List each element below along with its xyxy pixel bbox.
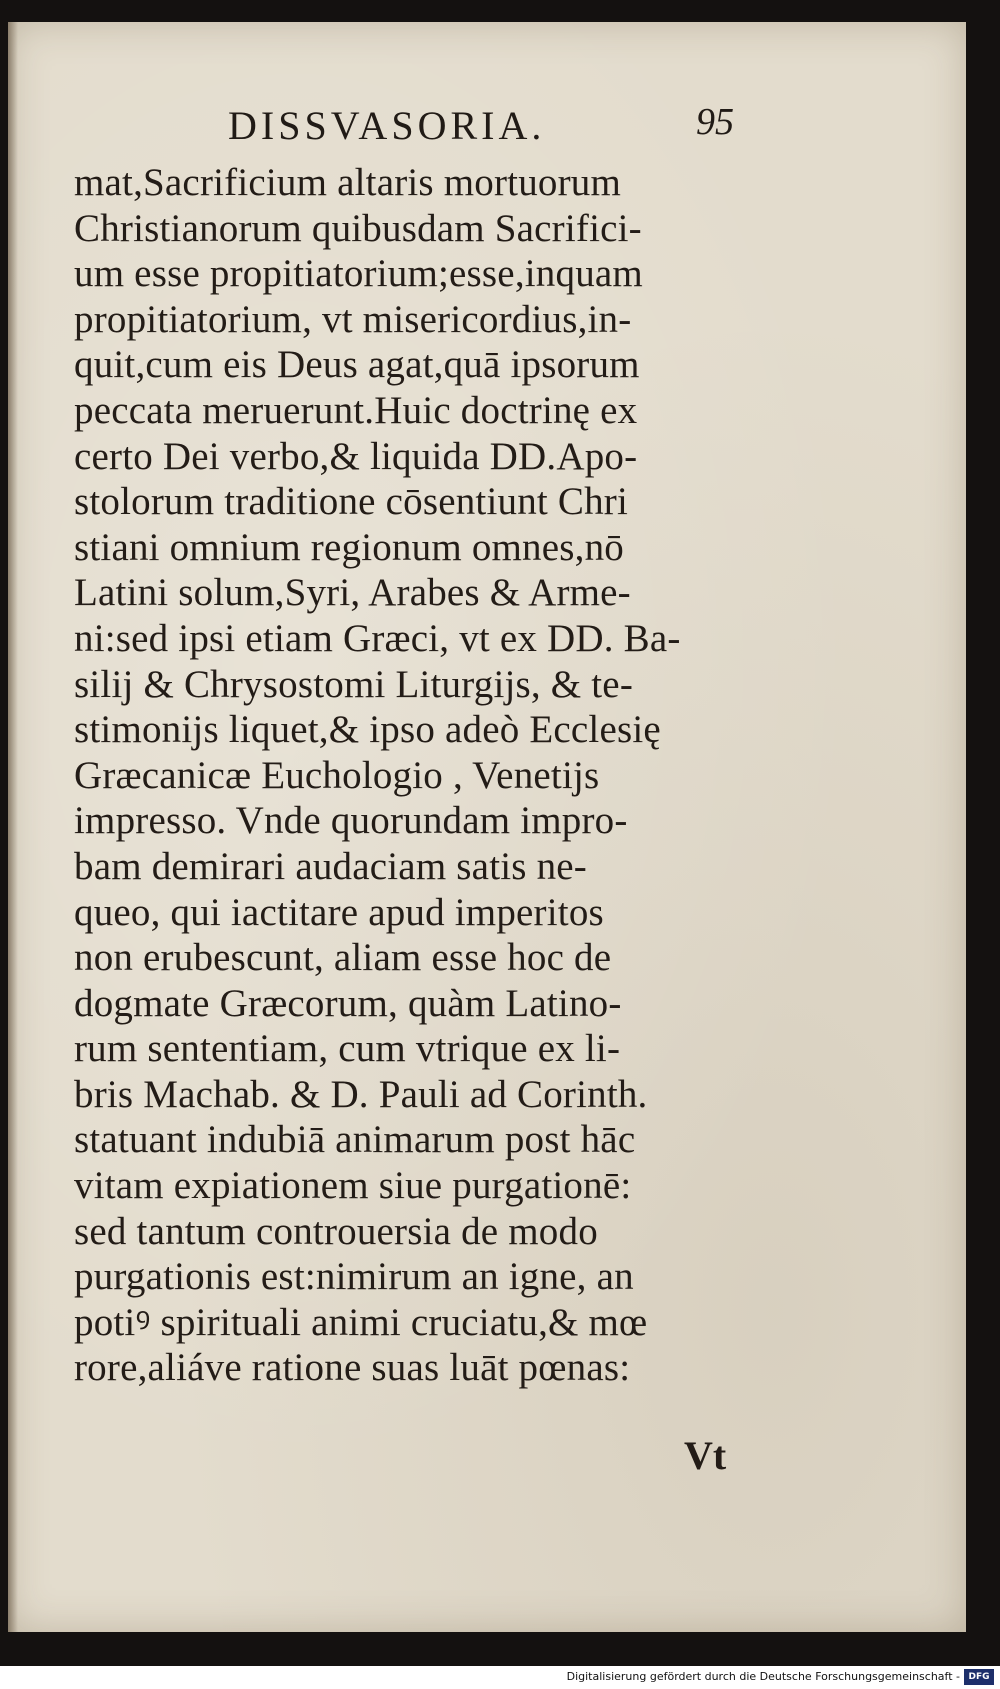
text-line: mat,Sacrificium altaris mortuorum	[74, 161, 622, 204]
text-line: sed tantum controuersia de modo	[74, 1209, 598, 1253]
page-header	[8, 92, 966, 152]
text-line: certo Dei verbo,& liquida DD.Apo-	[74, 434, 638, 478]
text-line: potiꝰ spirituali animi cruciatu,& mœ	[74, 1300, 648, 1344]
dfg-credit-text: Digitalisierung gefördert durch die Deutsche Forschungsgemeinschaft -	[566, 1670, 960, 1683]
text-line: dogmate Græcorum, quàm Latino-	[74, 981, 622, 1025]
text-line: Græcanicæ Euchologio , Venetijs	[74, 753, 600, 797]
text-line: stiani omnium regionum omnes,nō	[74, 525, 624, 569]
text-line: silij & Chrysostomi Liturgijs, & te-	[74, 662, 634, 706]
text-line: stimonijs liquet,& ipso adeò Ecclesię	[74, 708, 661, 752]
text-line: stolorum traditione cōsentiunt Chri	[74, 480, 629, 524]
text-line: um esse propitiatorium;esse,inquam	[74, 252, 643, 296]
text-line: purgationis est:nimirum an igne, an	[74, 1255, 634, 1299]
text-line: bris Machab. & D. Pauli ad Corinth.	[74, 1072, 648, 1116]
text-line: statuant indubiā animarum post hāc	[74, 1118, 636, 1162]
text-line: ni:sed ipsi etiam Græci, vt ex DD. Ba-	[74, 616, 681, 660]
text-line: impresso. Vnde quorundam impro-	[74, 799, 628, 843]
catchword: Vt	[684, 1433, 727, 1478]
running-head: DISSVASORIA.	[228, 103, 546, 148]
text-line: non erubescunt, aliam esse hoc de	[74, 936, 612, 980]
page-number: 95	[696, 101, 734, 143]
text-line: rum sententiam, cum vtrique ex li-	[74, 1027, 621, 1071]
text-line: Latini solum,Syri, Arabes & Arme-	[74, 571, 631, 615]
text-line: bam demirari audaciam satis ne-	[74, 844, 587, 888]
text-line: vitam expiationem siue purgationē:	[74, 1164, 632, 1208]
text-line: quit,cum eis Deus agat,quā ipsorum	[74, 343, 640, 387]
text-line: Christianorum quibusdam Sacrifici-	[74, 206, 642, 250]
text-line: rore,aliáve ratione suas luāt pœnas:	[74, 1346, 631, 1390]
text-line: propitiatorium, vt misericordius,in-	[74, 297, 632, 341]
page-gutter-edge	[8, 22, 18, 1632]
digitization-footer	[0, 1666, 1000, 1689]
book-page	[8, 22, 966, 1632]
text-line: peccata meruerunt.Huic doctrinę ex	[74, 388, 638, 432]
dfg-logo: DFG	[964, 1669, 994, 1685]
body-text	[74, 160, 764, 1391]
text-line: queo, qui iactitare apud imperitos	[74, 890, 604, 934]
